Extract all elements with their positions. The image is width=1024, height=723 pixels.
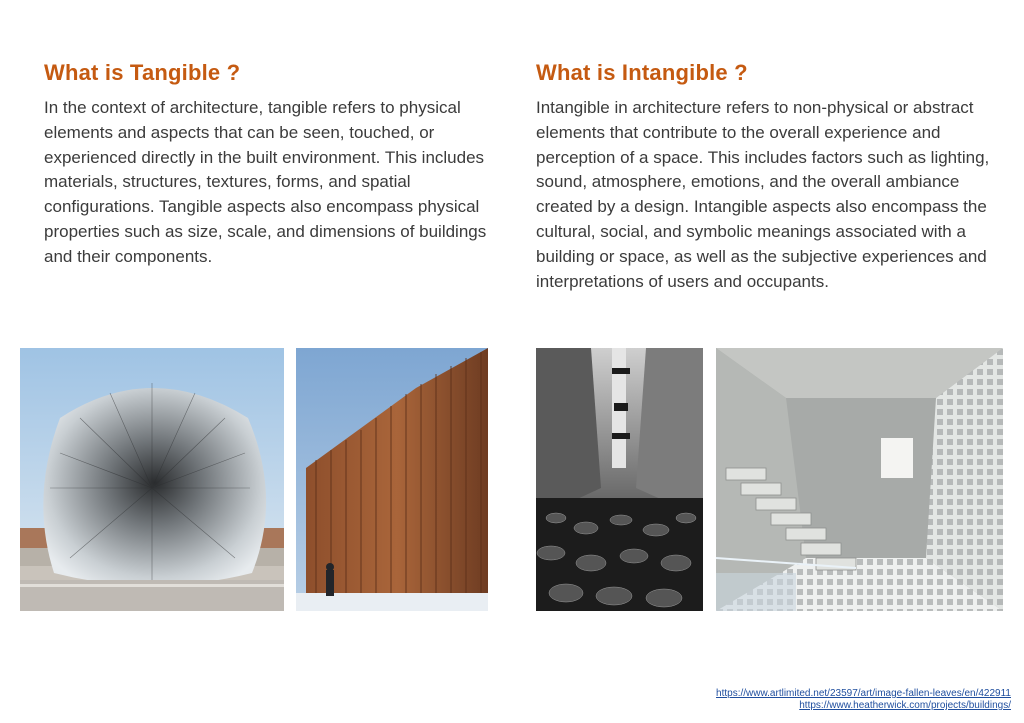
intangible-heading: What is Intangible ? [536,60,748,85]
tangible-heading: What is Tangible ? [44,60,241,85]
corten-facade-photo [296,348,488,611]
seed-cathedral-photo [20,348,284,611]
intangible-section [536,60,996,294]
tangible-section [44,60,504,270]
reference-links [716,688,1011,712]
light-stairwell-photo [716,348,1003,611]
reference-link[interactable]: https://www.heatherwick.com/projects/buildings/ [799,700,1011,711]
fallen-leaves-photo [536,348,703,611]
reference-link[interactable]: https://www.artlimited.net/23597/art/image-fallen-leaves/en/422911 [716,688,1011,699]
intangible-description: Intangible in architecture refers to non-physical or abstract elements that contribute to the overall experience and perception of a space. This includes factors such as lighting, sound, atmosphere, emotions, and the overall ambiance created by a design. Intangible aspects also encompass the cultural, social, and symbolic meanings associated with a building or space, as well as the subjective experiences and interpretations of users and occupants. [536,98,990,291]
tangible-description: In the context of architecture, tangible refers to physical elements and aspects that can be seen, touched, or experienced directly in the built environment. This includes materials, structures, textures, forms, and spatial configurations. Tangible aspects also encompass physical properties such as size, scale, and dimensions of buildings and their components. [44,98,487,266]
